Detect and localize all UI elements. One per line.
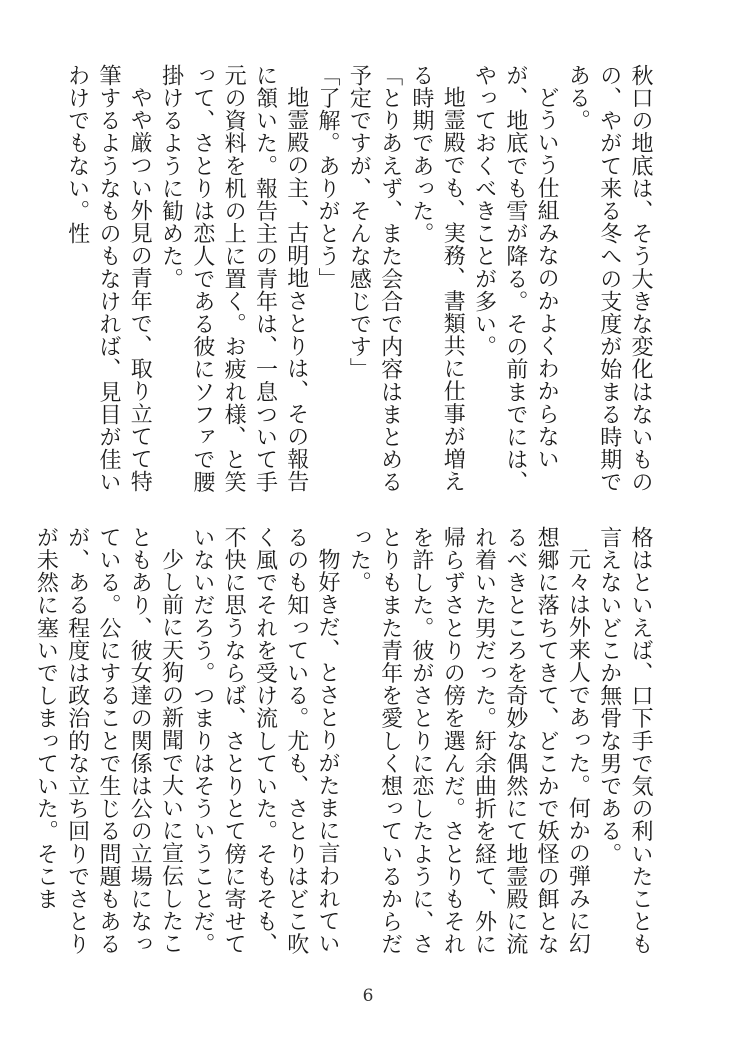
paragraph: 少し前に天狗の新聞で大いに宣伝したこともあり、彼女達の関係は公の立場になっている。公にすることで生じる問題もあるが、ある程度は政治的な立ち回りでさとりが未然に塞いでしまっていた。そこま [33,526,184,956]
paragraph: 物好きだ、とさとりがたまに言われているのも知っている。尤も、さとりはどこ吹く風でそれを受け流していた。そもそも、不快に思うならば、さとりとて傍に寄せていないだろう。つまりはそういうことだ。 [189,526,341,956]
page-number: 6 [362,986,374,1006]
dialogue-line: 「とりあえず、また会合で内容はまとめる予定ですが、そんな感じです」 [346,64,403,494]
upper-text-block [64,64,656,504]
paragraph: やや厳つい外見の青年で、取り立てて特筆するようなものもなければ、見目が佳いわけでもない。性 [64,64,153,494]
paragraph: 地霊殿の主、古明地さとりは、その報告に頷いた。報告主の青年は、一息ついて手元の資料を机の上に置く。お疲れ様、と笑って、さとりは恋人である彼にソファで腰掛けるように勧めた。 [158,64,309,494]
lower-text-block [33,526,656,966]
paragraph: 元々は外来人であった。何かの弾みに幻想郷に落ちてきて、どこかで妖怪の餌となるべきところを奇妙な偶然にて地霊殿に流れ着いた男だった。紆余曲折を経て、外に帰らずさとりの傍を選んだ。さとりもそれを許した。彼がさとりに恋したように、さとりもまた青年を愛しく想っているからだった。 [346,526,591,956]
paragraph: 格はといえば、口下手で気の利いたことも言えないどこか無骨な男である。 [596,526,653,956]
paragraph: どういう仕組みなのかよくわからないが、地底でも雪が降る。その前までには、やっておくべきことが多い。 [471,64,560,494]
paragraph: 秋口の地底は、そう大きな変化はないものの、やがて来る冬への支度が始まる時期である。 [565,64,653,494]
dialogue-line: 「了解。ありがとう」 [315,64,341,290]
paragraph: 地霊殿でも、実務、書類共に仕事が増える時期であった。 [408,64,466,493]
